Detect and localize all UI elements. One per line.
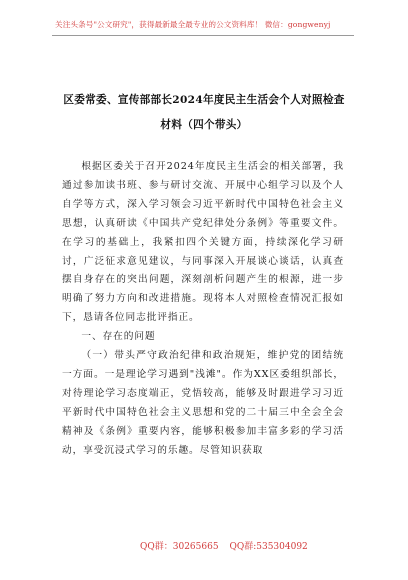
section-heading: 一、存在的问题	[81, 331, 156, 343]
header-divider	[52, 35, 354, 36]
header-note: 关注头条号"公文研究"，获得最新最全最专业的公文资料库！ 微信：gongwenyj	[55, 20, 331, 29]
document-title-line-2: 材料（四个带头）	[160, 119, 248, 131]
body-paragraph: 根据区委关于召开2024年度民主生活会的相关部署，我通过参加读书班、参与研讨交流、开展中心组学习以及个人自学等方式，深入学习领会习近平新时代中国特色社会主义思想，认真研读《中国共产党纪律处分条例》等重要文件。在学习的基础上，我紧扣四个关键方面，持续深化学习研讨，广泛征求意见建议，与同事深入开展谈心谈话，认真查摆自身存在的突出问题，深刻剖析问题产生的根源，进一步明确了努力方向和改进措施。现将本人对照检查情况汇报如下，恳请各位同志批评指正。	[62, 161, 344, 324]
body-paragraph: （一）带头严守政治纪律和政治规矩，维护党的团结统一方面。一是理论学习遇到"浅滩"。作为XX区委组织部长，对待理论学习态度端正，党悟较高，能够及时跟进学习习近平新时代中国特色社会主义思想和党的二十届三中全会全会精神及《条例》重要内容，能够积极参加丰富多彩的学习活动，享受沉浸式学习的乐趣。尽管知识获取	[62, 350, 344, 456]
document-title-line-1: 区委常委、宣传部部长2024年度民主生活会个人对照检查	[63, 94, 345, 106]
document-body	[62, 158, 344, 461]
footer-contacts	[140, 539, 308, 552]
footer-qq-group-1: QQ群：30265665	[140, 542, 219, 552]
footer-qq-group-2: QQ群:535304092	[229, 542, 308, 552]
